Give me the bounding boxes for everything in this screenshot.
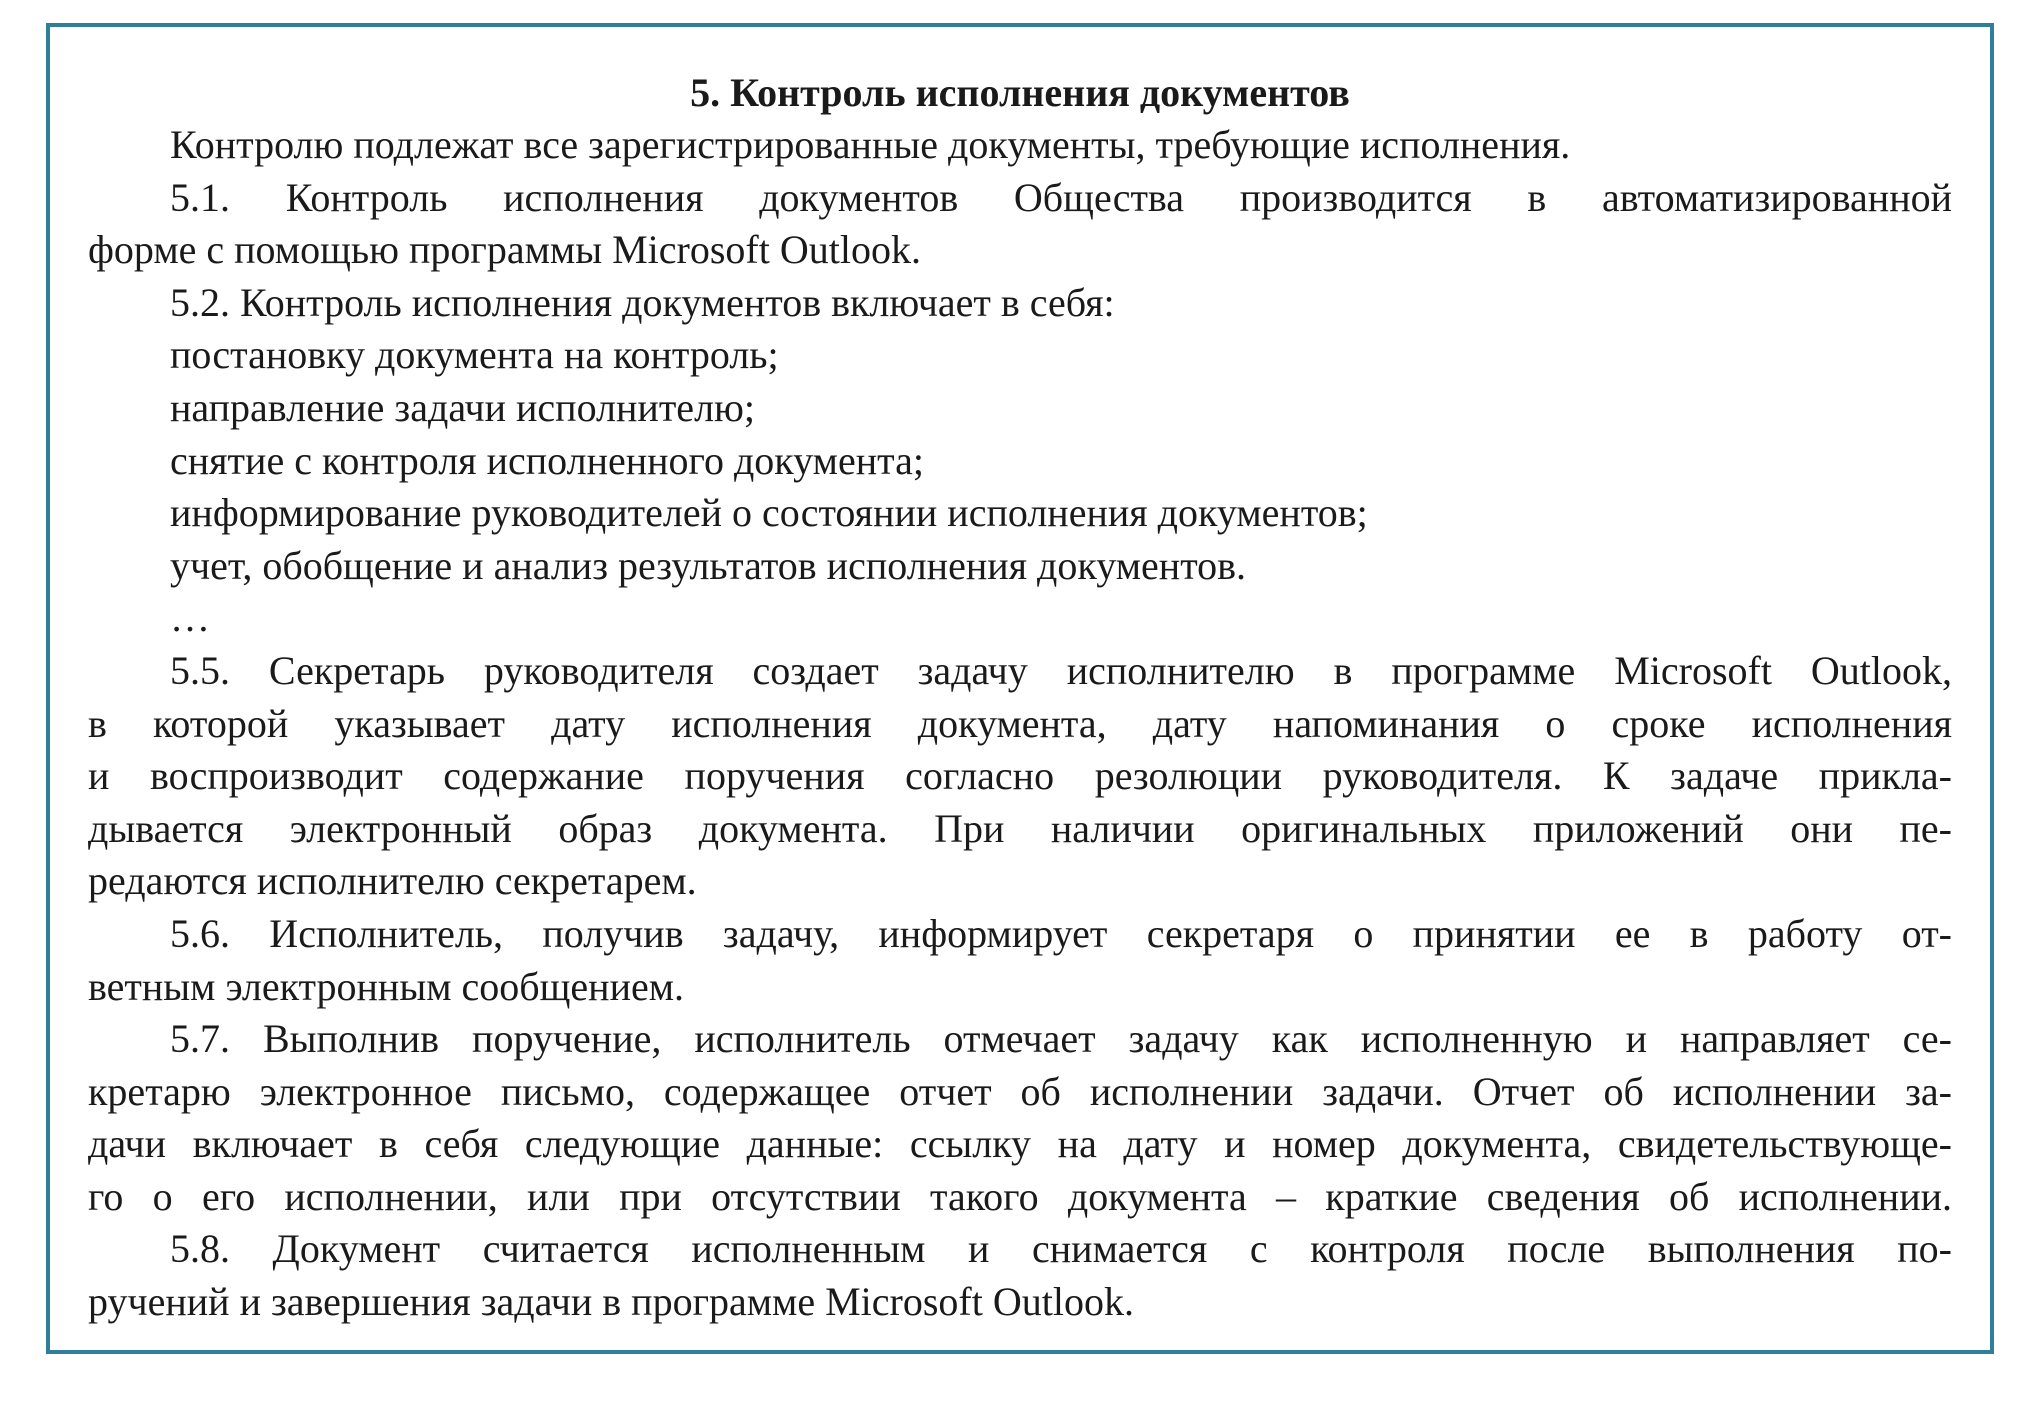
text-line: 5.1. Контроль исполнения документов Общества производится в автоматизированной [170,174,1952,220]
text-line: го о его исполнении, или при отсутствии такого документа – краткие сведения об исполнении. [88,1173,1952,1219]
text-line: Контролю подлежат все зарегистрированные документы, требующие исполнения. [170,122,1571,167]
text-line: 5.6. Исполнитель, получив задачу, информирует секретаря о принятии ее в работу от- [170,910,1952,956]
text-line: учет, обобщение и анализ результатов исполнения документов. [170,542,1247,588]
text-line: кретарю электронное письмо, содержащее отчет об исполнении задачи. Отчет об исполнении за- [88,1068,1952,1114]
text-line: в которой указывает дату исполнения документа, дату напоминания о сроке исполнения [88,700,1952,746]
text-line: редаются исполнителю секретарем. [88,858,697,904]
text-line: форме с помощью программы Microsoft Outlook. [88,227,921,273]
text-line: ручений и завершения задачи в программе Microsoft Outlook. [88,1279,1134,1325]
text-line: 5.7. Выполнив поручение, исполнитель отмечает задачу как исполненную и направляет се- [170,1016,1952,1062]
text-line: 5.2. Контроль исполнения документов включает в себя: [170,279,1115,325]
text-line: ветным электронным сообщением. [88,963,685,1009]
text-line: … [170,595,210,641]
text-line: направление задачи исполнителю; [170,384,756,430]
text-line: снятие с контроля исполненного документа; [170,437,924,483]
text-line: 5.5. Секретарь руководителя создает задачу исполнителю в программе Microsoft Outlook, [170,647,1952,693]
text-line: информирование руководителей о состоянии исполнения документов; [170,490,1368,536]
document-body [88,67,1952,1329]
paragraph-lines [88,119,1952,1329]
text-line: дачи включает в себя следующие данные: ссылку на дату и номер документа, свидетельствующе- [88,1121,1952,1167]
text-line: 5.8. Документ считается исполненным и снимается с контроля после выполнения по- [170,1226,1952,1272]
text-line: постановку документа на контроль; [170,332,779,378]
text-line: дывается электронный образ документа. При наличии оригинальных приложений они пе- [88,805,1952,851]
document-frame [46,23,1994,1354]
text-line: и воспроизводит содержание поручения согласно резолюции руководителя. К задаче прикла- [88,753,1952,799]
section-title: 5. Контроль исполнения документов [690,70,1350,115]
